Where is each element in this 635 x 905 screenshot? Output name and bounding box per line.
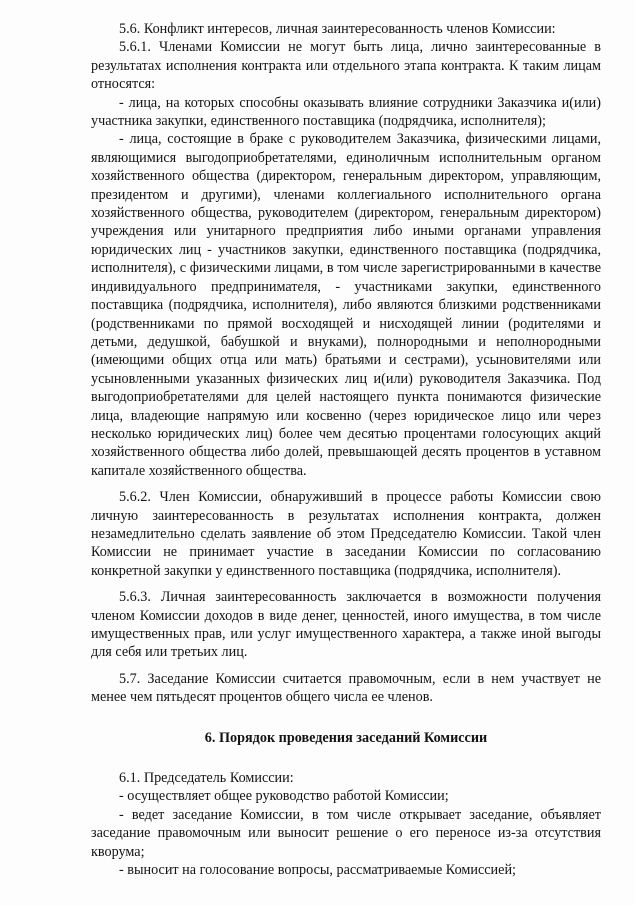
paragraph-5-6-1: 5.6.1. Членами Комиссии не могут быть лица, лично заинтересованные в результатах исполнения контракта или отдельного этапа контракта. К таким лицам относятся: — [91, 39, 601, 93]
paragraph-6-1: 6.1. Председатель Комиссии: — [119, 770, 294, 787]
paragraph-5-6-1-item-influence: - лица, на которых способны оказывать влияние сотрудники Заказчика и(или) участника закупки, единственного поставщика (подрядчика, исполнителя); — [91, 94, 601, 130]
paragraph-5-6: 5.6. Конфликт интересов, личная заинтересованность членов Комиссии: — [119, 21, 556, 37]
section-6-heading: 6. Порядок проведения заседаний Комиссии — [204, 729, 488, 746]
paragraph-5-6-1-item-relatives: - лица, состоящие в браке с руководителем Заказчика, физическими лицами, являющимися выгодоприобретателями, единоличным исполнительным органом хозяйственного общества (директором, генеральным директором, управляющим, президентом и другими), членами коллегиального исполнительного органа хозяйственного общества, руководителем (директором, генеральным директором) учреждения или унитарного предприятия либо иными органами управления юридических лиц - участников закупки, единственного поставщика (подрядчика, исполнителя), с физическими лицами, в том числе зарегистрированными в качестве индивидуального предпринимателя, - участниками закупки, единственного поставщика (подрядчика, исполнителя), либо являются близкими родственниками (родственниками по прямой восходящей и нисходящей линии (родителями и детьми, дедушкой, бабушкой и внуками), полнородными и неполнородными (имеющими общих отца или мать) братьями и сестрами), усыновителями или усыновленными указанных физических лиц и(или) руководителя Заказчика. Под выгодоприобретателями для целей настоящего пункта понимаются физические лица, владеющие напрямую или косвенно (через юридическое лицо или через несколько юридических лиц) более чем десятью процентами голосующих акций хозяйственного общества либо долей, превышающей десять процентов в уставном капитале хозяйственного общества. — [91, 131, 601, 479]
list-item: - выносит на голосование вопросы, рассматриваемые Комиссией; — [119, 862, 516, 879]
list-item: - ведет заседание Комиссии, в том числе открывает заседание, объявляет заседание правомочным или выносит решение о его переносе из-за отсутствия кворума; — [91, 806, 601, 860]
paragraph-5-6-2: 5.6.2. Член Комиссии, обнаруживший в процессе работы Комиссии свою личную заинтересованность в результатах исполнения контракта, должен незамедлительно сделать заявление об этом Председателю Комиссии. Такой член Комиссии не принимает участие в заседании Комиссии по согласованию конкретной закупки у единственного поставщика (подрядчика, исполнителя). — [91, 489, 601, 579]
paragraph-5-6-3: 5.6.3. Личная заинтересованность заключается в возможности получения членом Комиссии доходов в виде денег, ценностей, иного имущества, в том числе имущественных прав, или услуг имущественного характера, а также иной выгоды для себя или третьих лиц. — [91, 589, 601, 661]
document-body — [91, 20, 601, 879]
paragraph-5-7: 5.7. Заседание Комиссии считается правомочным, если в нем участвует не менее чем пятьдесят процентов общего числа ее членов. — [91, 670, 601, 706]
list-item: - осуществляет общее руководство работой Комиссии; — [119, 788, 449, 805]
